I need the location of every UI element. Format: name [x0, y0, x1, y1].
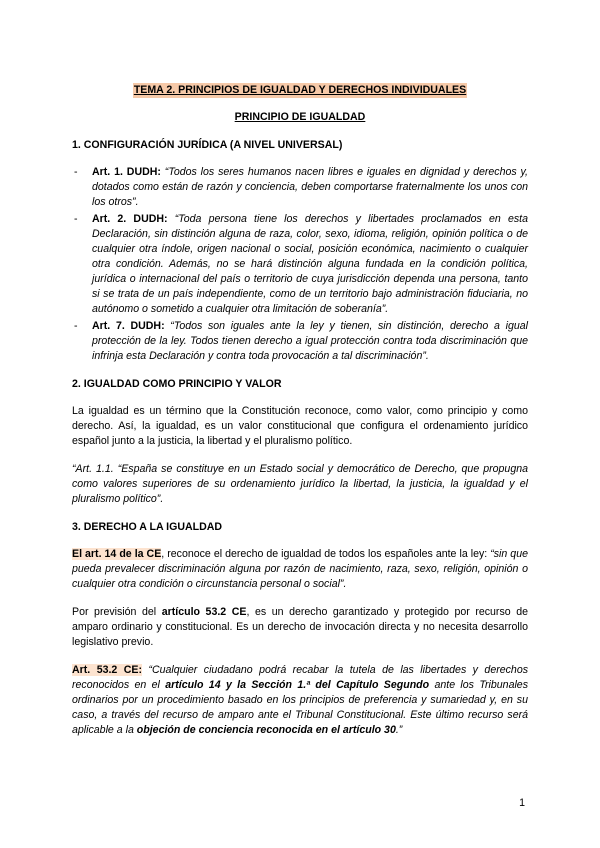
article-label: Art. 7. DUDH:	[92, 320, 165, 332]
section-heading-1: 1. CONFIGURACIÓN JURÍDICA (A NIVEL UNIVERSAL)	[72, 139, 343, 151]
bold-text: Art. 53.2 CE:	[72, 664, 143, 676]
bold-italic-text: objeción de conciencia reconocida en el artículo 30	[136, 724, 396, 736]
paragraph	[72, 547, 528, 592]
bullet-dash: -	[74, 166, 78, 178]
section-heading-2: 2. IGUALDAD COMO PRINCIPIO Y VALOR	[72, 378, 282, 390]
plain-text: Por previsión del	[72, 606, 162, 618]
list-item	[72, 165, 528, 210]
list-item	[72, 319, 528, 364]
paragraph: La igualdad es un término que la Constitución reconoce, como valor, como principio y como derecho. Así, la igualdad, es un valor constitucional que configura el ordenamiento jurídico español junto a la justicia, la libertad y el pluralismo político.	[72, 405, 528, 447]
bullet-dash: -	[74, 320, 78, 332]
article-text: “Todos los seres humanos nacen libres e iguales en dignidad y derechos y, dotados como están de razón y conciencia, deben comportarse fraternalmente los unos con los otros”.	[92, 166, 528, 208]
bullet-dash: -	[74, 213, 78, 225]
paragraph	[72, 605, 528, 650]
italic-text: “sin que pueda prevalecer discriminación alguna por razón de nacimiento, raza, sexo, religión, opinión o cualquier otra condición o circunstancia personal o social”.	[72, 548, 528, 590]
article-label: Art. 2. DUDH:	[92, 213, 168, 225]
plain-text: , reconoce el derecho de igualdad de todos los españoles ante la ley:	[161, 548, 491, 560]
bold-italic-text: artículo 14 y la Sección 1.ª del Capítulo Segundo	[165, 679, 430, 691]
bold-text: El art. 14 de la CE	[72, 548, 162, 560]
section-heading-3: 3. DERECHO A LA IGUALDAD	[72, 521, 223, 533]
quote-paragraph	[72, 462, 528, 507]
quote-text: “Art. 1.1. “España se constituye en un Estado social y democrático de Derecho, que propugna como valores superiores de su ordenamiento jurídico la libertad, la justicia, la igualdad y el pluralismo político”.	[72, 463, 528, 505]
italic-text: .”	[395, 724, 403, 736]
document-subtitle: PRINCIPIO DE IGUALDAD	[234, 111, 366, 123]
bold-text: artículo 53.2 CE	[161, 606, 247, 618]
article-text: “Toda persona tiene los derechos y libertades proclamados en esta Declaración, sin distinción alguna de raza, color, sexo, idioma, religión, opinión política o de cualquier otra índole, origen nacional o social, posición económica, nacimiento o cualquier otra condición. Además, no se hará distinción alguna fundada en la condición política, jurídica o internacional del país o territorio de cuya jurisdicción dependa una persona, tanto si se trata de un país independiente, como de un territorio bajo administración fiduciaria, no autónomo o sometido a cualquier otra limitación de soberanía”.	[92, 213, 528, 315]
page-number: 1	[519, 797, 525, 809]
highlighted-text	[72, 548, 161, 560]
document-body	[72, 80, 528, 751]
italic-text: “Cualquier ciudadano podrá recabar la tutela de las libertades y derechos reconocidos en el	[72, 664, 529, 691]
list-item	[72, 212, 528, 317]
article-text: “Todos son iguales ante la ley y tienen, sin distinción, derecho a igual protección de la ley. Todos tienen derecho a igual protección contra toda discriminación que infrinja esta Declaración y contra toda provocación a tal discriminación”.	[92, 320, 528, 362]
article-label: Art. 1. DUDH:	[92, 166, 161, 178]
document-title: TEMA 2. PRINCIPIOS DE IGUALDAD Y DERECHOS INDIVIDUALES	[133, 84, 467, 96]
italic-text: ante los Tribunales ordinarios por un procedimiento basado en los principios de preferencia y sumariedad y, en su caso, a través del recurso de amparo ante el Tribunal Constitucional. Este último recurso será aplicable a la	[72, 679, 528, 736]
highlighted-text	[72, 664, 142, 676]
plain-text: , es un derecho garantizado y protegido por recurso de amparo ordinario y constitucional. Es un derecho de invocación directa y no necesita desarrollo legislativo previo.	[72, 606, 528, 648]
paragraph	[72, 663, 528, 738]
article-list	[72, 165, 528, 364]
